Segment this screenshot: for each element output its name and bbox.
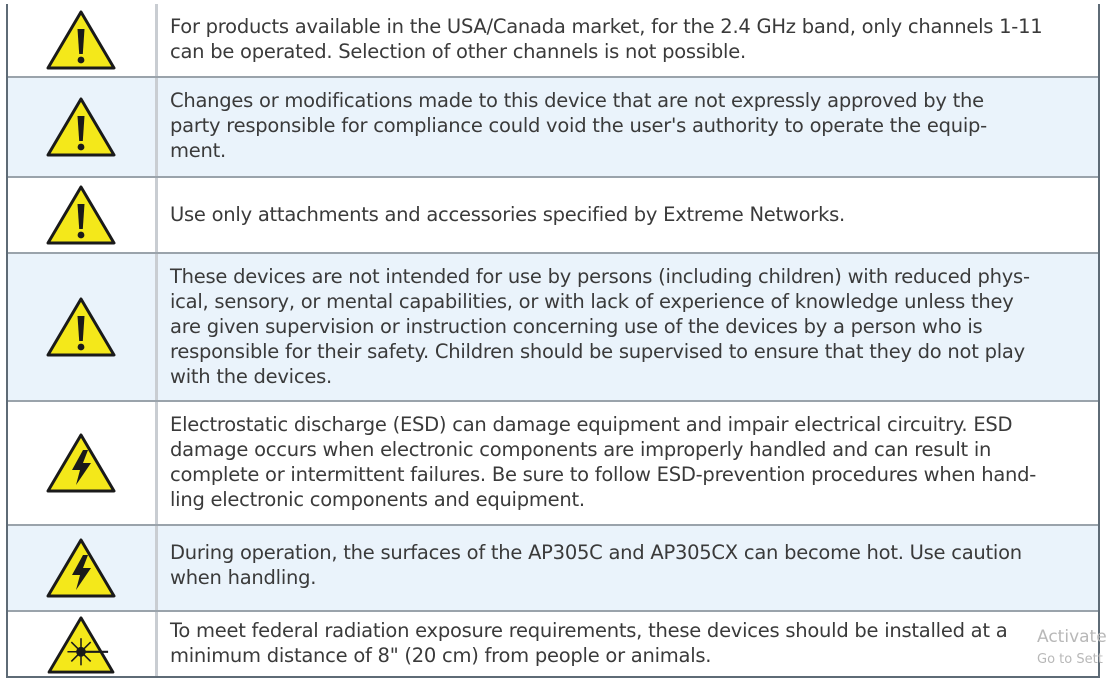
activation-watermark-subtitle: Go to Sett [1037, 652, 1103, 667]
notice-row [6, 4, 1100, 76]
caution-icon [45, 296, 117, 358]
row-divider [6, 524, 1100, 526]
row-divider [6, 610, 1100, 612]
laser-radiation-icon [45, 615, 117, 675]
icon-cell [6, 526, 158, 610]
notice-text: For products available in the USA/Canada market, for the 2.4 GHz band, only channels 1-11 can be operated. Selection of other channels is not possible. [170, 15, 1043, 63]
icon-cell [6, 254, 158, 400]
icon-cell [6, 178, 158, 252]
icon-cell [6, 78, 158, 176]
icon-cell [6, 4, 158, 76]
caution-icon [45, 96, 117, 158]
notice-row [6, 526, 1100, 610]
row-divider [6, 400, 1100, 402]
notice-text: During operation, the surfaces of the AP305C and AP305CX can become hot. Use caution when handling. [170, 541, 1022, 589]
row-divider [6, 76, 1100, 78]
row-divider [6, 176, 1100, 178]
caution-icon [45, 9, 117, 71]
notice-text: Use only attachments and accessories specified by Extreme Networks. [170, 203, 845, 226]
electrical-hazard-icon [45, 432, 117, 494]
row-divider [6, 252, 1100, 254]
notice-row [6, 78, 1100, 176]
notice-row [6, 254, 1100, 400]
activation-watermark-title: Activate [1037, 627, 1107, 647]
notice-row [6, 178, 1100, 252]
icon-cell [6, 612, 158, 678]
caution-icon [45, 184, 117, 246]
icon-cell [6, 402, 158, 524]
notice-text: Changes or modifications made to this device that are not expressly approved by the party responsible for compliance could void the user's authority to operate the equip- ment. [170, 89, 987, 162]
electrical-hazard-icon [45, 537, 117, 599]
notice-text: Electrostatic discharge (ESD) can damage equipment and impair electrical circuitry. ESD damage occurs when electronic components are improperly handled and can result in complete or intermittent failures. Be sure to follow ESD-prevention procedures when hand- ling electronic components and equipment. [170, 413, 1037, 511]
notice-text: To meet federal radiation exposure requirements, these devices should be installed at a minimum distance of 8" (20 cm) from people or animals. [170, 619, 1008, 667]
notice-text: These devices are not intended for use by persons (including children) with reduced phys- ical, sensory, or mental capabilities, or with lack of experience of knowledge unless they are given supervision or instruction concerning use of the devices by a person who is responsible for their safety. Children should be supervised to ensure that they do not play with the devices. [170, 265, 1030, 388]
notice-row [6, 402, 1100, 524]
notice-row [6, 612, 1100, 678]
